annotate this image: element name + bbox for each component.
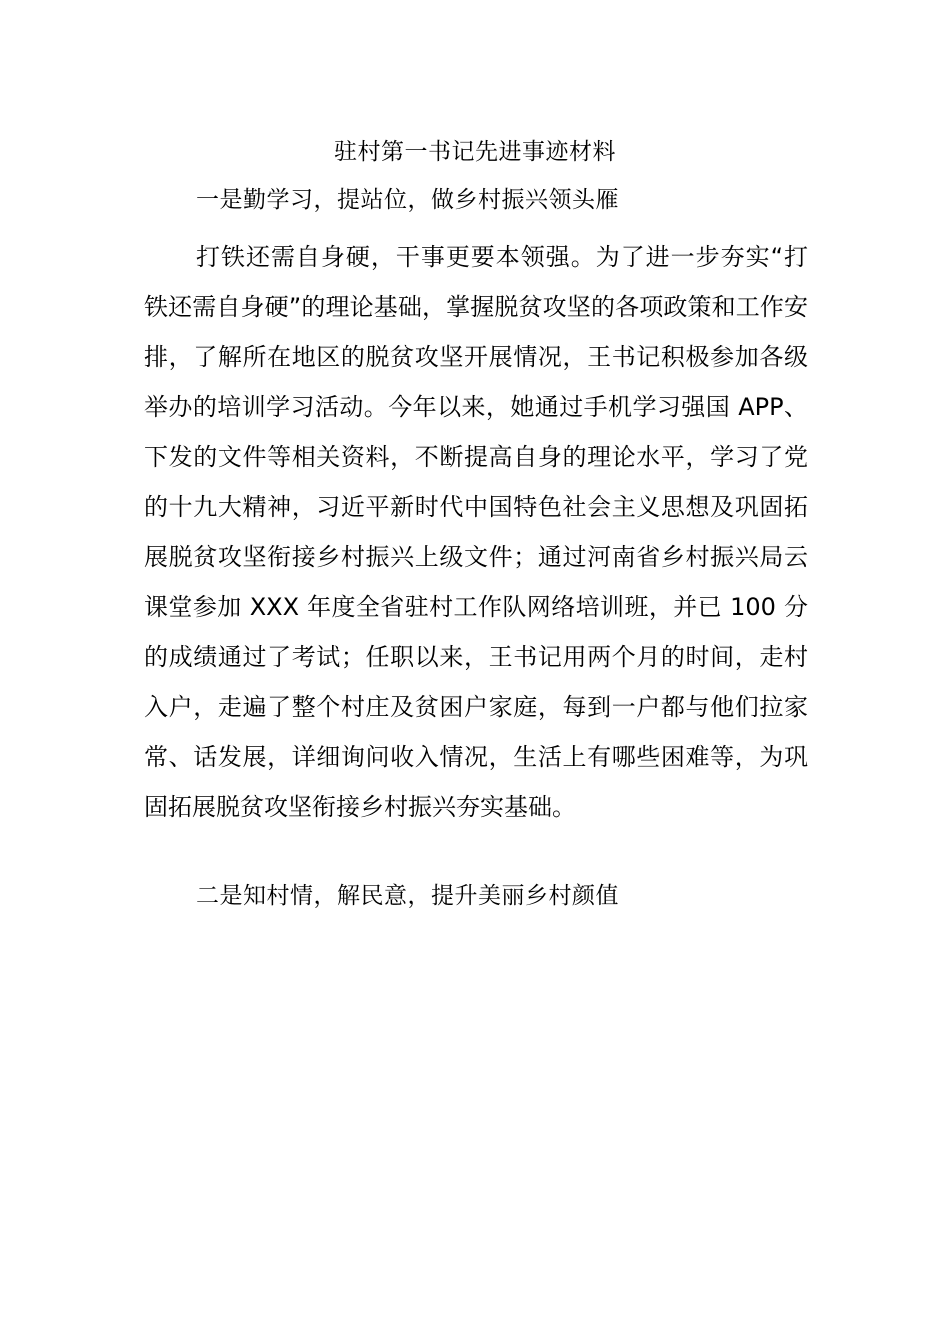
document-title: 驻村第一书记先进事迹材料 — [334, 139, 616, 165]
section-heading-1: 一是勤学习，提站位，做乡村振兴领头雁 — [196, 187, 619, 213]
body-paragraph-1: 打铁还需自身硬，干事更要本领强。为了进一步夯实“打铁还需自身硬”的理论基础，掌握脱贫攻坚的各项政策和工作安排，了解所在地区的脱贫攻坚开展情况，王书记积极参加各级举办的培训学习活动。今年以来，她通过手机学习强国 APP、下发的文件等相关资料，不断提高自身的理论水平，学习了党的十九大精神，习近平新时代中国特色社会主义思想及巩固拓展脱贫攻坚衔接乡村振兴上级文件；通过河南省乡村振兴局云课堂参加 XXX 年度全省驻村工作队网络培训班，并已 100 分的成绩通过了考试；任职以来，王书记用两个月的时间，走村入户，走遍了整个村庄及贫困户家庭，每到一户都与他们拉家常、话发展，详细询问收入情况，生活上有哪些困难等，为巩固拓展脱贫攻坚衔接乡村振兴夯实基础。 — [144, 243, 808, 821]
section-heading-2: 二是知村情，解民意，提升美丽乡村颜值 — [196, 883, 619, 909]
